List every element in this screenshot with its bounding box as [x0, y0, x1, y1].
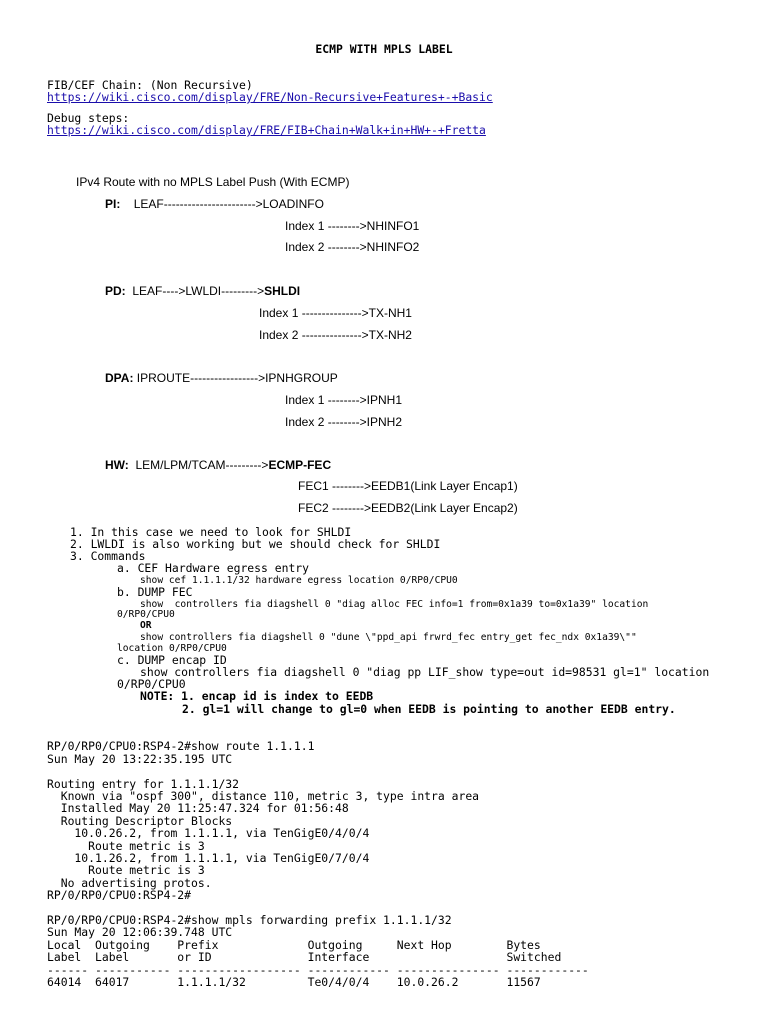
cli-line: RP/0/RP0/CPU0:RSP4-2#show route 1.1.1.1 [47, 739, 315, 754]
cmd-c-title-text: DUMP encap ID [137, 653, 227, 667]
step-1: 1. In this case we need to look for SHLDI [70, 525, 352, 539]
cmd-b-title: b. DUMP FEC [117, 585, 193, 599]
pi-index-2: Index 2 -------->NHINFO2 [285, 240, 420, 254]
pd-index-1: Index 1 --------------->TX-NH1 [259, 306, 412, 320]
cmd-b-or: OR [140, 620, 152, 631]
debug-label: Debug steps: [47, 111, 130, 125]
dpa-chain: IPROUTE----------------->IPNHGROUP [136, 371, 338, 385]
cmd-c-command-cont: 0/RP0/CPU0 [117, 677, 186, 691]
note-2: 2. gl=1 will change to gl=0 when EEDB is pointing to another EEDB entry. [182, 702, 676, 716]
cmd-c-command: show controllers fia diagshell 0 "diag pp LIF_show type=out id=98531 gl=1" location [140, 665, 710, 679]
pi-chain: LEAF----------------------->LOADINFO [133, 197, 324, 211]
cmd-a-title: a. CEF Hardware egress entry [117, 561, 310, 575]
step-3-text: Commands [90, 549, 146, 563]
cli-line: RP/0/RP0/CPU0:RSP4-2# [47, 888, 192, 903]
cli-line: Label Label or ID Interface Switched [47, 950, 562, 965]
cli-output [47, 728, 589, 1001]
cli-line: Local Outgoing Prefix Outgoing Next Hop Bytes [47, 937, 541, 952]
hw-chain: LEM/LPM/TCAM---------> [135, 458, 269, 472]
debug-link[interactable]: https://wiki.cisco.com/display/FRE/FIB+Chain+Walk+in+HW+-+Fretta [47, 123, 486, 137]
cli-line: 10.0.26.2, from 1.1.1.1, via TenGigE0/4/0/4 [47, 826, 370, 841]
step-2-text: LWLDI is also working but we should check for SHLDI [90, 537, 441, 551]
pi-row [105, 197, 324, 211]
route-heading: IPv4 Route with no MPLS Label Push (With ECMP) [76, 175, 350, 189]
hw-chain-bold: ECMP-FEC [268, 458, 332, 472]
cli-line: Routing Descriptor Blocks [47, 813, 233, 828]
cli-line: Installed May 20 11:25:47.324 for 01:56:48 [47, 801, 349, 816]
cli-line: Route metric is 3 [47, 863, 205, 878]
cmd-a-command: show cef 1.1.1.1/32 hardware egress location 0/RP0/CPU0 [140, 575, 458, 586]
note-1: NOTE: 1. encap id is index to EEDB [140, 689, 374, 703]
cli-line: RP/0/RP0/CPU0:RSP4-2#show mpls forwarding prefix 1.1.1.1/32 [47, 913, 452, 928]
hw-fec-2: FEC2 -------->EEDB2(Link Layer Encap2) [298, 501, 518, 515]
cli-line: Sun May 20 13:22:35.195 UTC [47, 751, 233, 766]
cmd-a-title-text: CEF Hardware egress entry [137, 561, 310, 575]
cmd-b-command-2-cont: location 0/RP0/CPU0 [117, 643, 227, 654]
fib-label: FIB/CEF Chain: (Non Recursive) [47, 78, 253, 92]
dpa-label: DPA: [105, 371, 134, 385]
pi-index-1: Index 1 -------->NHINFO1 [285, 219, 420, 233]
cmd-b-command-1-cont: 0/RP0/CPU0 [117, 609, 175, 620]
cmd-b-title-text: DUMP FEC [137, 585, 193, 599]
cli-line: No advertising protos. [47, 875, 212, 890]
pd-label: PD: [105, 284, 126, 298]
step-3: 3. Commands [70, 549, 146, 563]
cmd-b-command-1: show controllers fia diagshell 0 "diag alloc FEC info=1 from=0x1a39 to=0x1a39" location [140, 599, 649, 610]
cli-line: Sun May 20 12:06:39.748 UTC [47, 925, 233, 940]
pd-index-2: Index 2 --------------->TX-NH2 [259, 328, 412, 342]
pi-label: PI: [105, 197, 121, 211]
hw-row [105, 458, 331, 472]
cmd-b-command-2: show controllers fia diagshell 0 "dune \"ppd_api frwrd_fec entry_get fec_ndx 0x1a39\"" [140, 632, 637, 643]
hw-fec-1: FEC1 -------->EEDB1(Link Layer Encap1) [298, 479, 518, 493]
cli-line: Route metric is 3 [47, 838, 205, 853]
document-title: ECMP WITH MPLS LABEL [315, 42, 453, 56]
pd-chain: LEAF---->LWLDI---------> [132, 284, 265, 298]
cli-line [47, 765, 589, 777]
cli-line: 10.1.26.2, from 1.1.1.1, via TenGigE0/7/0/4 [47, 851, 370, 866]
step-1-text: In this case we need to look for SHLDI [90, 525, 352, 539]
dpa-row [105, 371, 338, 385]
cli-line: Known via "ospf 300", distance 110, metric 3, type intra area [47, 789, 480, 804]
dpa-index-1: Index 1 -------->IPNH1 [285, 393, 403, 407]
cli-line: Routing entry for 1.1.1.1/32 [47, 776, 240, 791]
cli-line: ------ ----------- ------------------ ------------ --------------- ------------ [47, 962, 589, 977]
hw-label: HW: [105, 458, 129, 472]
dpa-index-2: Index 2 -------->IPNH2 [285, 415, 403, 429]
cmd-c-title: c. DUMP encap ID [117, 653, 227, 667]
step-2: 2. LWLDI is also working but we should check for SHLDI [70, 537, 441, 551]
cli-line: 64014 64017 1.1.1.1/32 Te0/4/0/4 10.0.26.2 11567 [47, 975, 541, 990]
fib-link[interactable]: https://wiki.cisco.com/display/FRE/Non-Recursive+Features+-+Basic [47, 90, 493, 104]
pd-row [105, 284, 300, 298]
pd-chain-bold: SHLDI [264, 284, 301, 298]
